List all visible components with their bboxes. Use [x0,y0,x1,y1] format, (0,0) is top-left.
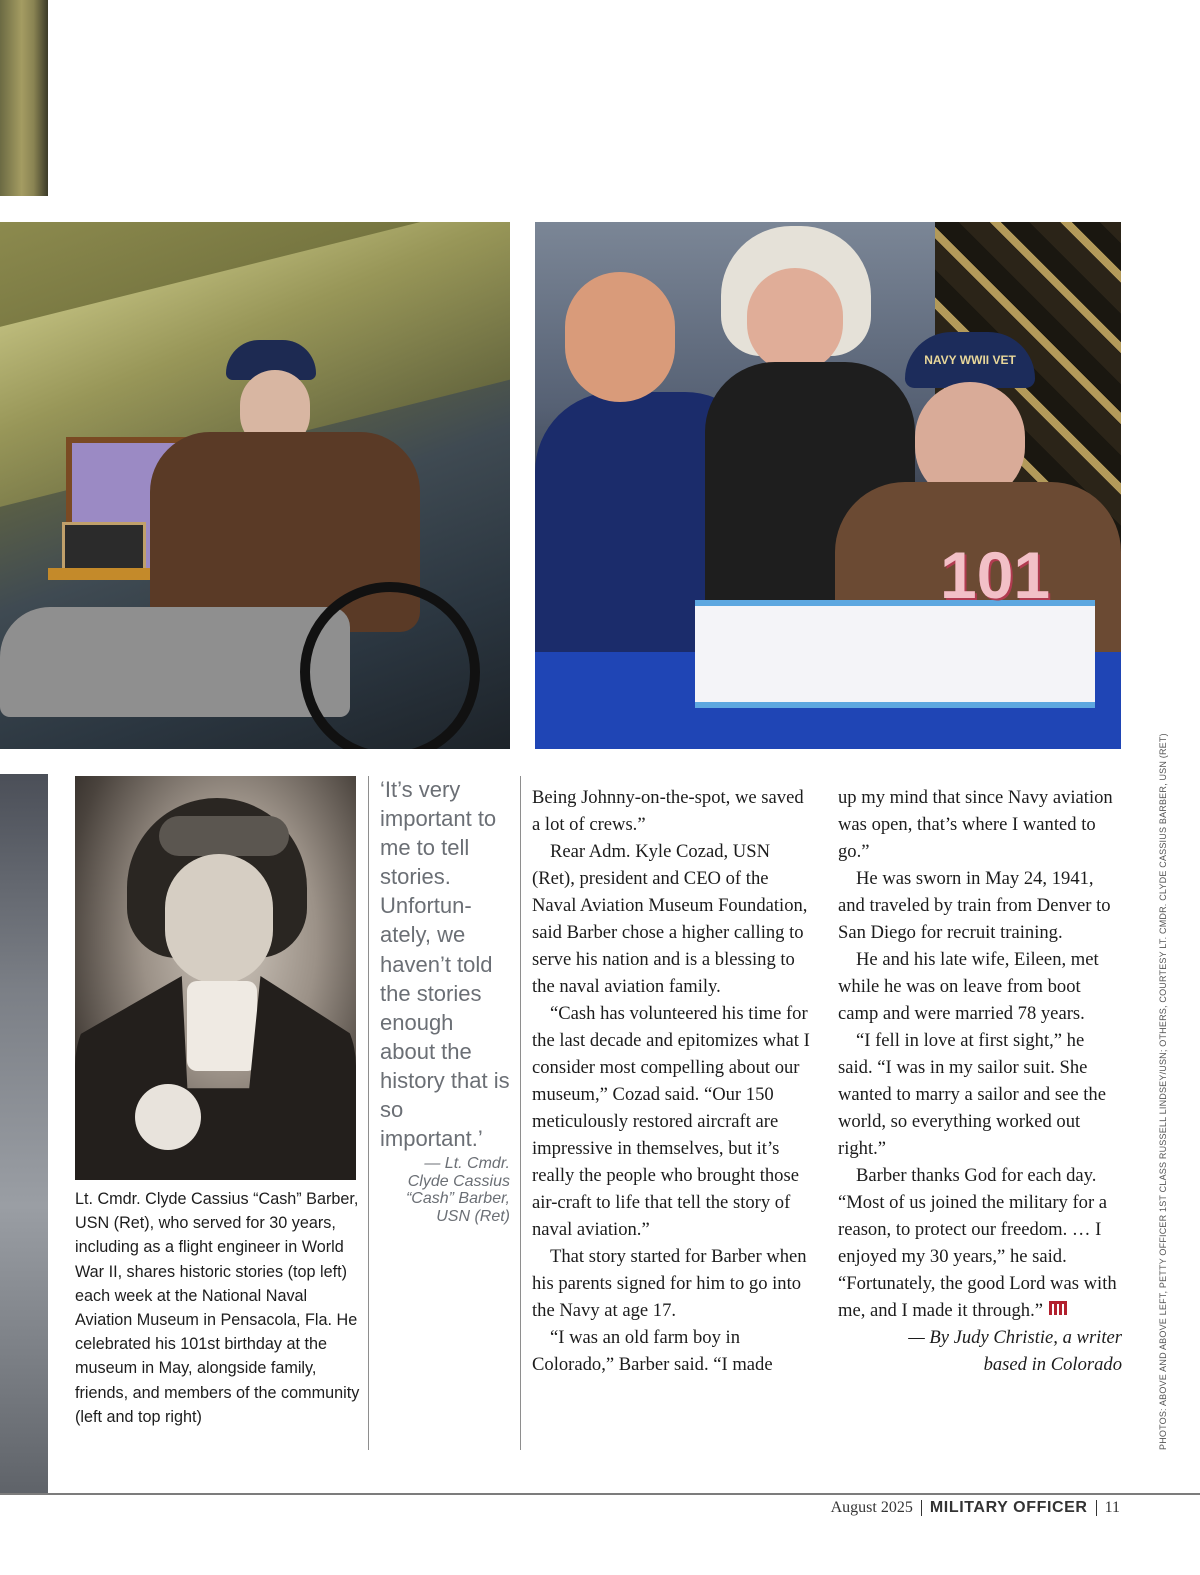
paragraph: up my mind that since Navy aviation was open, that’s where I wanted to go.” [838,787,1113,862]
photo-caption: Lt. Cmdr. Clyde Cassius “Cash” Barber, USN (Ret), who served for 30 years, including as a flight engineer in World War II, shares historic stories (top left) each week at the National Naval Aviation Museum in Pensacola, Fla. He celebrated his 101st birthday at the museum in May, alongside family, friends, and members of the community (left and top right) [75,1190,360,1426]
column-rule [520,776,521,1450]
page-number: 11 [1104,1499,1120,1516]
birthday-photo [535,222,1121,749]
paragraph: He and his late wife, Eileen, met while he was on leave from boot camp and were married 78 years. [838,949,1099,1024]
byline [838,1324,1122,1378]
paragraph [838,1162,1122,1324]
veteran-cap [905,332,1035,388]
candle-number: 101 [940,538,1051,612]
magazine-name: MILITARY OFFICER [929,1499,1088,1516]
byline-line-2: based in Colorado [983,1354,1122,1375]
man-face [565,272,675,402]
article-column-2 [838,784,1122,1378]
byline-line-1: — By Judy Christie, a writer [908,1327,1122,1348]
paragraph: Being Johnny-on-the-spot, we saved a lot of crews.” [532,787,804,835]
final-paragraph-text: Barber thanks God for each day. “Most of us joined the military for a reason, to protect our freedom. … I enjoyed my 30 years,” he said. “Fortunately, the good Lord was with me, and I made it through.” [838,1165,1117,1321]
scarf [187,981,257,1071]
footer-rule [0,1493,1200,1495]
portrait-photo [75,776,356,1180]
wheelchair-wheel [300,582,480,749]
candle-101 [940,540,1070,610]
footer-separator [1096,1500,1097,1516]
column-rule [368,776,369,1450]
pull-quote-attribution: — Lt. Cmdr. Clyde Cassius “Cash” Barber, USN (Ret) [405,1155,510,1225]
top-photo-fragment [0,0,48,196]
woman-face [747,268,843,372]
page-footer [831,1497,1120,1519]
cap-text: NAVY WWII VET [924,353,1016,367]
paragraph: “I fell in love at first sight,” he said. “I was in my sailor suit. She wanted to marry a sailor and see the world, so everything worked out right.” [838,1030,1106,1159]
cake [695,600,1095,708]
paragraph: “I was an old farm boy in Colorado,” Barber said. “I made [532,1327,773,1375]
goggles [159,816,289,856]
paragraph: He was sworn in May 24, 1941, and traveled by train from Denver to San Diego for recruit training. [838,868,1111,943]
museum-photo [0,222,510,749]
portrait-face [165,854,273,984]
issue-date: August 2025 [830,1499,913,1516]
photo-credit: PHOTOS: ABOVE AND ABOVE LEFT, PETTY OFFICER 1ST CLASS RUSSELL LINDSEY/USN; OTHERS, COURTESY LT. CMDR. CLYDE CASSIUS BARBER, USN (RET) [1158,733,1168,1450]
footer-separator [921,1500,922,1516]
paragraph: “Cash has volunteered his time for the last decade and epitomizes what I consider most compelling about our museum,” Cozad said. “Our 150 meticulously restored aircraft are impressive in themselves, but it’s really the people who brought those air-craft to life that tell the story of naval aviation.” [532,1003,810,1240]
squadron-patch [135,1084,201,1150]
painting-photos [62,522,146,574]
pull-quote: ‘It’s very important to me to tell stories. Unfortun-ately, we haven’t told the stories enough about the history that is so important.’ [380,777,510,1152]
paragraph: Rear Adm. Kyle Cozad, USN (Ret), president and CEO of the Naval Aviation Museum Foundation, said Barber chose a higher calling to serve his nation and is a blessing to the naval aviation family. [532,841,808,997]
article-column-1 [532,784,816,1378]
paragraph: That story started for Barber when his parents signed for him to go into the Navy at age 17. [532,1246,807,1321]
end-mark-icon [1049,1301,1067,1315]
left-photo-fragment [0,774,48,1494]
trousers [0,607,350,717]
